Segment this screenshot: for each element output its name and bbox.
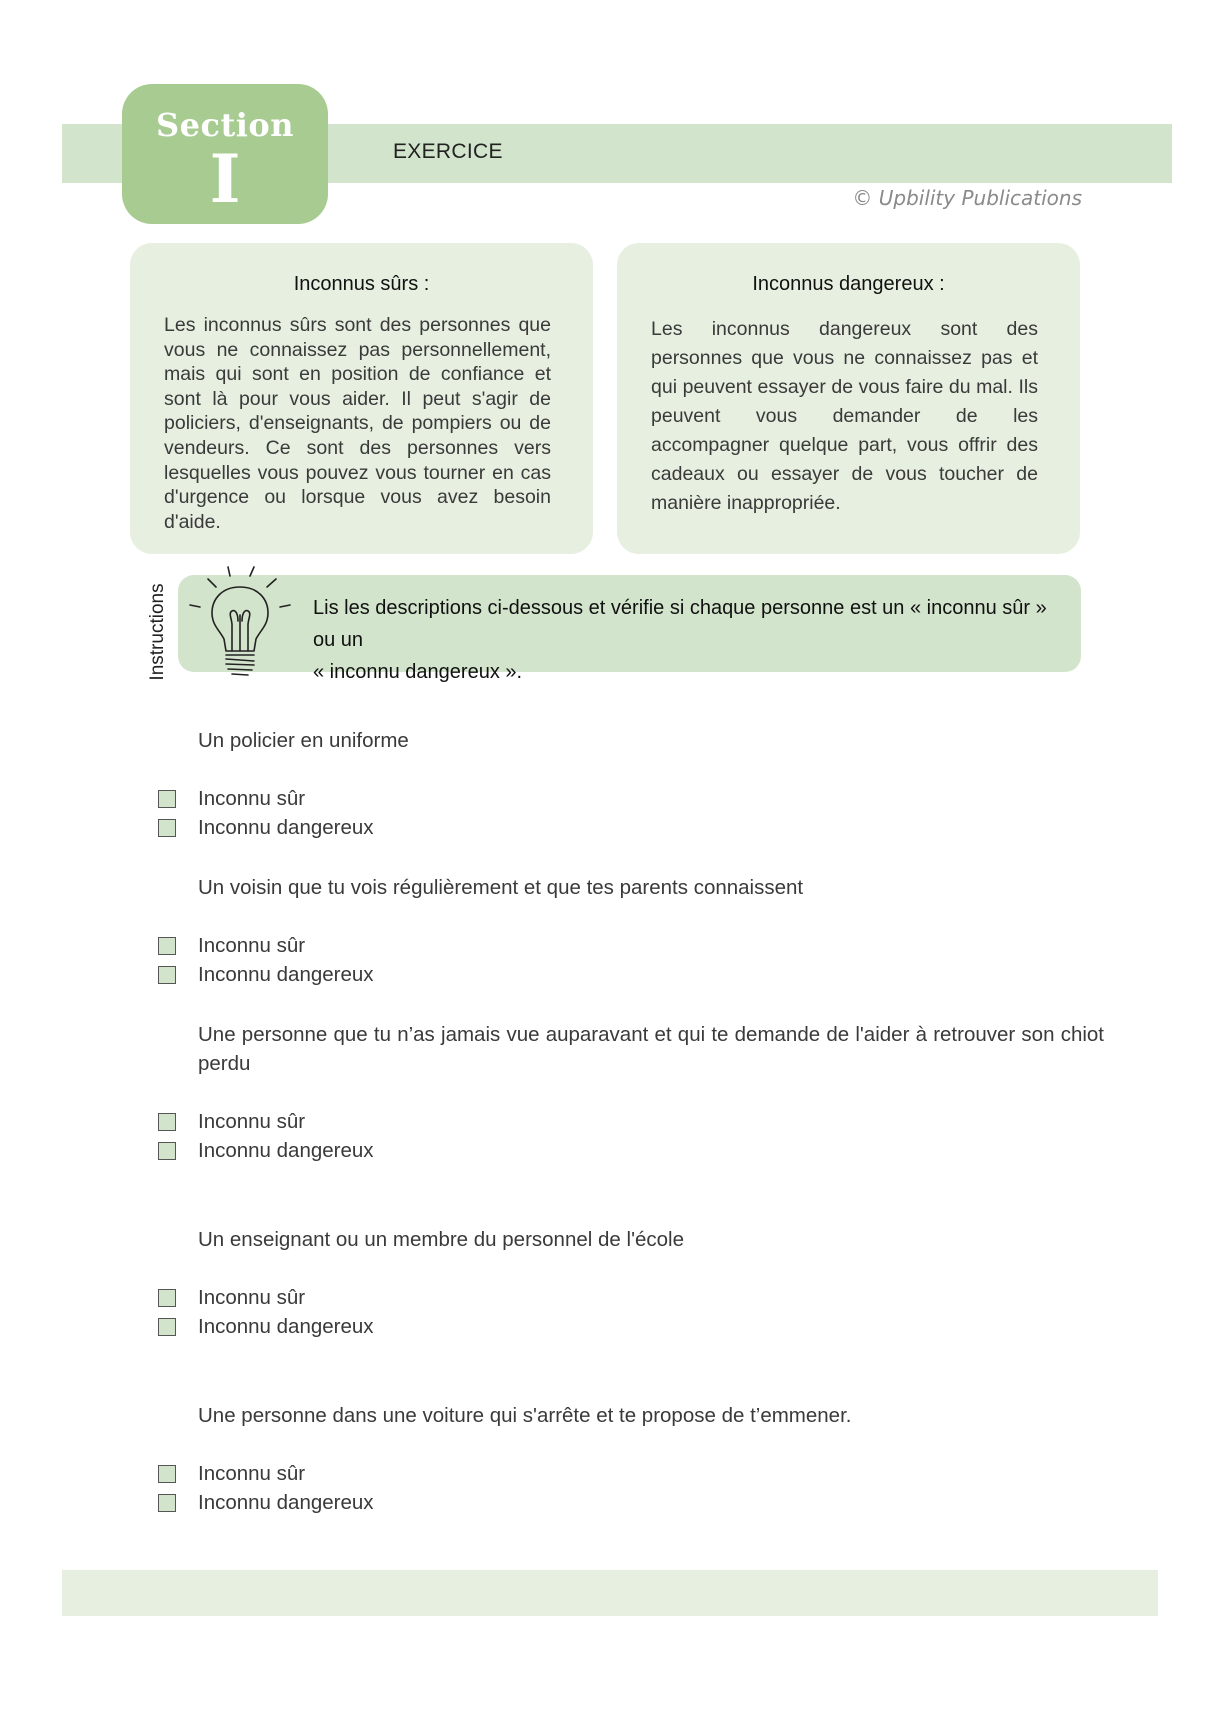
- page-title: EXERCICE: [393, 140, 503, 163]
- option-label: Inconnu dangereux: [198, 816, 374, 839]
- question-1: Un policier en uniforme: [198, 729, 409, 752]
- checkbox[interactable]: [158, 1142, 176, 1160]
- checkbox[interactable]: [158, 1289, 176, 1307]
- section-label: Section: [156, 106, 294, 144]
- checkbox[interactable]: [158, 790, 176, 808]
- checkbox[interactable]: [158, 937, 176, 955]
- safe-strangers-box: [130, 243, 593, 554]
- option-label: Inconnu dangereux: [198, 1491, 374, 1514]
- instructions-line-2: « inconnu dangereux ».: [313, 661, 523, 683]
- question-4: Un enseignant ou un membre du personnel de l'école: [198, 1228, 684, 1251]
- option-label: Inconnu sûr: [198, 787, 306, 810]
- option-label: Inconnu sûr: [198, 1110, 306, 1133]
- question-5: Une personne dans une voiture qui s'arrête et te propose de t’emmener.: [198, 1404, 852, 1427]
- instructions-text: [313, 592, 1073, 688]
- copyright-text: © Upbility Publications: [852, 186, 1082, 210]
- instructions-line-1: Lis les descriptions ci-dessous et vérifie si chaque personne est un « inconnu sûr » ou un: [313, 597, 1047, 651]
- checkbox[interactable]: [158, 1113, 176, 1131]
- dangerous-strangers-text: Les inconnus dangereux sont des personnes que vous ne connaissez pas et qui peuvent essayer de vous faire du mal. Ils peuvent vous demander de les accompagner quelque part, vous offrir des cadeaux ou essayer de vous toucher de manière inappropriée.: [651, 318, 1038, 514]
- lightbulb-icon: [188, 565, 292, 685]
- checkbox[interactable]: [158, 1465, 176, 1483]
- section-badge: [122, 84, 328, 224]
- option-label: Inconnu sûr: [198, 1286, 306, 1309]
- checkbox[interactable]: [158, 819, 176, 837]
- section-number: I: [209, 140, 241, 218]
- dangerous-strangers-box: [617, 243, 1080, 554]
- option-label: Inconnu sûr: [198, 1462, 306, 1485]
- option-label: Inconnu dangereux: [198, 1139, 374, 1162]
- question-3: Une personne que tu n’as jamais vue auparavant et qui te demande de l'aider à retrouver son chiot perdu: [198, 1023, 1104, 1075]
- instructions-side-label: [146, 582, 170, 682]
- question-2: Un voisin que tu vois régulièrement et que tes parents connaissent: [198, 876, 804, 899]
- instructions-label: Instructions: [147, 583, 168, 681]
- footer-band: [62, 1570, 1158, 1616]
- option-label: Inconnu sûr: [198, 934, 306, 957]
- checkbox[interactable]: [158, 1494, 176, 1512]
- option-label: Inconnu dangereux: [198, 963, 374, 986]
- safe-strangers-title: Inconnus sûrs :: [293, 273, 430, 295]
- safe-strangers-text: Les inconnus sûrs sont des personnes que vous ne connaissez pas personnellement, mais qui sont en position de confiance et sont là pour vous aider. Il peut s'agir de policiers, d'enseignants, de pompiers ou de vendeurs. Ce sont des personnes vers lesquelles vous pouvez vous tourner en cas d'urgence ou lorsque vous avez besoin d'aide.: [164, 314, 551, 533]
- checkbox[interactable]: [158, 966, 176, 984]
- dangerous-strangers-title: Inconnus dangereux :: [752, 273, 945, 295]
- checkbox[interactable]: [158, 1318, 176, 1336]
- option-label: Inconnu dangereux: [198, 1315, 374, 1338]
